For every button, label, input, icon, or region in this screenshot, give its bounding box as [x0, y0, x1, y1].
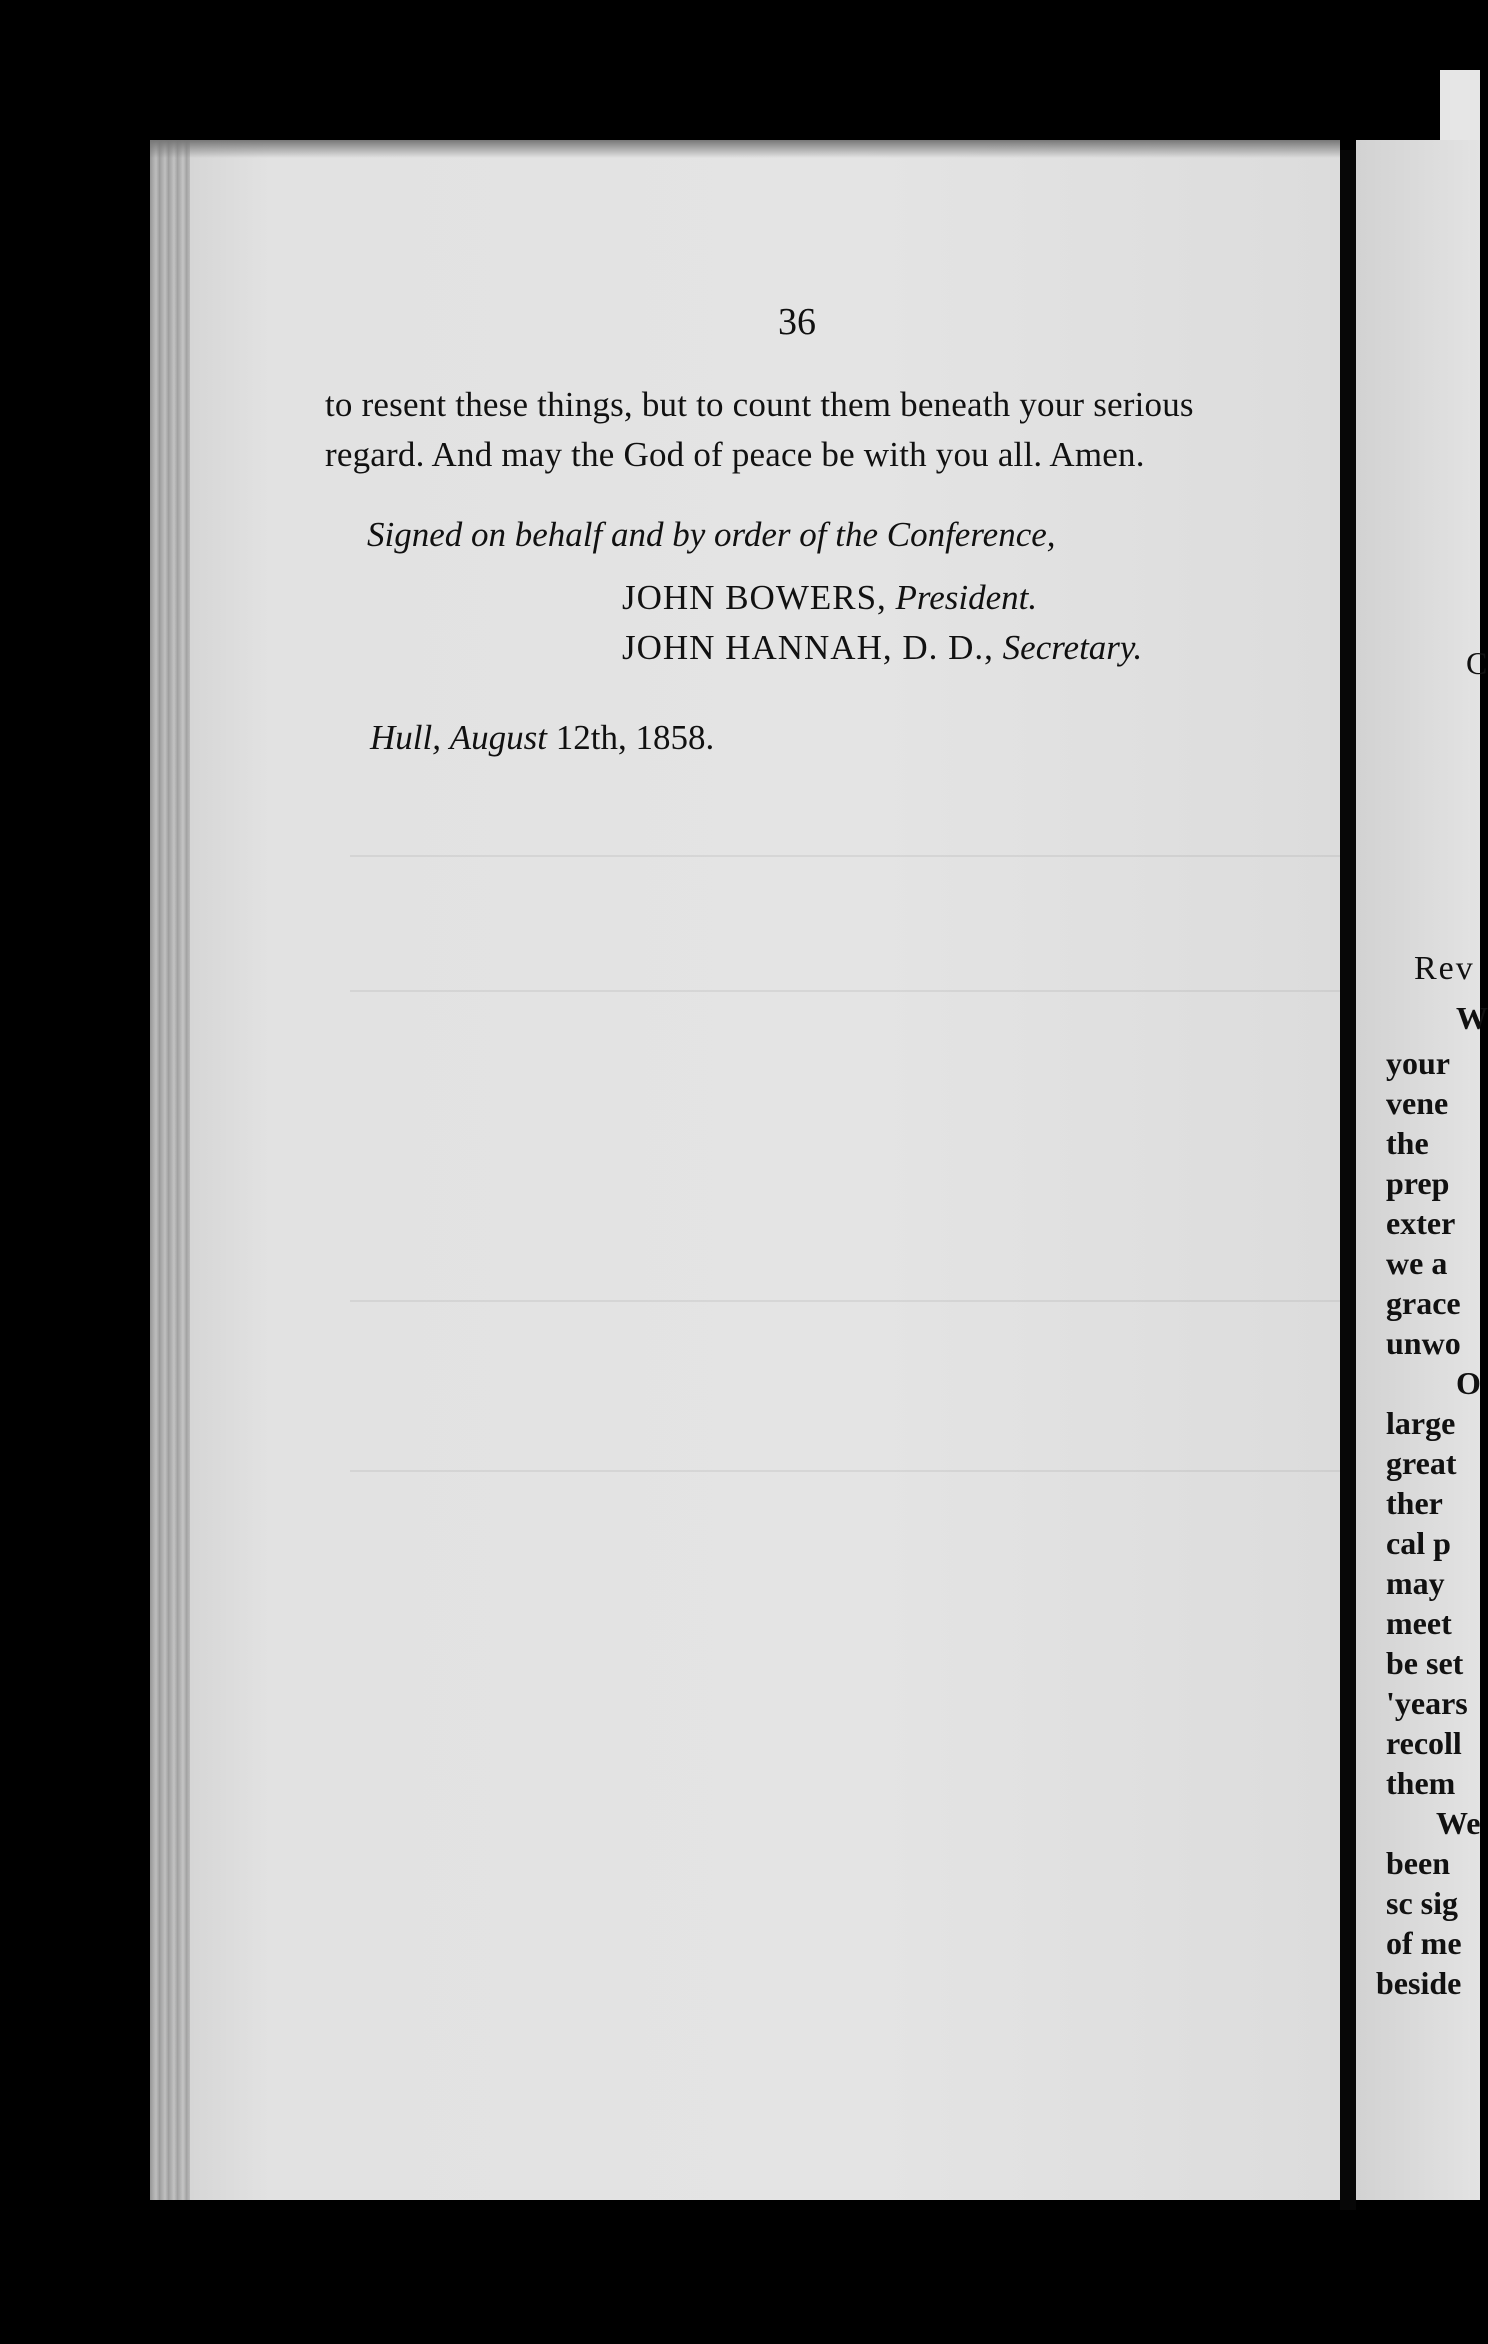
- right-line-fragment: grace: [1386, 1285, 1461, 1321]
- right-line-fragment: the: [1386, 1125, 1429, 1161]
- page-edge: [150, 140, 190, 2200]
- right-line-fragment: your: [1386, 1045, 1450, 1081]
- signed-on-behalf-text: Signed on behalf and by order of the Conference,: [367, 515, 1056, 554]
- signatory-name: JOHN HANNAH, D. D.,: [622, 628, 994, 667]
- right-line-fragment: O: [1456, 1365, 1481, 1401]
- right-line-fragment: may: [1386, 1565, 1445, 1601]
- right-line-fragment: We: [1436, 1805, 1481, 1841]
- page-top-shadow: [150, 140, 1340, 158]
- right-line-fragment: great: [1386, 1445, 1457, 1481]
- signatory-name: JOHN BOWERS,: [622, 578, 887, 617]
- right-line-fragment: recoll: [1386, 1725, 1462, 1761]
- right-line-fragment: sc sig: [1386, 1885, 1458, 1921]
- right-line-fragment: cal p: [1386, 1525, 1451, 1561]
- right-line-fragment: been: [1386, 1845, 1450, 1881]
- right-line-fragment: W: [1456, 1000, 1488, 1036]
- place-and-date: [370, 718, 714, 758]
- bleed-through-line: [350, 855, 1350, 857]
- body-text-line-2: regard. And may the God of peace be with you all. Amen.: [325, 435, 1145, 474]
- right-page-top-corner: [1440, 70, 1480, 140]
- right-line-fragment: 'years: [1386, 1685, 1468, 1721]
- signed-on-behalf-line: [367, 515, 1056, 555]
- bleed-through-line: [350, 990, 1350, 992]
- right-line-fragment: large: [1386, 1405, 1456, 1441]
- right-line-fragment: exter: [1386, 1205, 1456, 1241]
- signatory-title: President.: [895, 578, 1038, 617]
- right-line-fragment: ther: [1386, 1485, 1443, 1521]
- right-line-fragment: prep: [1386, 1165, 1450, 1201]
- right-page-heading-fragment: Rev: [1414, 950, 1475, 987]
- date-month: August: [449, 718, 547, 757]
- date-day-text: 12th,: [555, 718, 627, 757]
- date-day: [556, 718, 627, 757]
- signatory-secretary: [622, 628, 1142, 668]
- right-page-cropped: [1356, 140, 1488, 2200]
- bleed-through-line: [350, 1300, 1350, 1302]
- right-line-fragment: of me: [1386, 1925, 1462, 1961]
- right-line-fragment: be set: [1386, 1645, 1464, 1681]
- signatory-title: Secretary.: [1002, 628, 1143, 667]
- bleed-through-line: [350, 1470, 1350, 1472]
- right-line-fragment: meet: [1386, 1605, 1452, 1641]
- signatory-president: [622, 578, 1037, 618]
- right-line-fragment: beside: [1376, 1965, 1462, 2001]
- date-year: 1858.: [635, 718, 715, 757]
- page-number: 36: [778, 301, 816, 343]
- place: Hull,: [370, 718, 441, 757]
- body-text-line-1: to resent these things, but to count them beneath your serious: [325, 385, 1194, 424]
- book-gutter: [1340, 150, 1356, 2210]
- right-line-fragment: them: [1386, 1765, 1456, 1801]
- right-line-fragment: vene: [1386, 1085, 1449, 1121]
- right-line-fragment: unwo: [1386, 1325, 1461, 1361]
- right-line-fragment: we a: [1386, 1245, 1448, 1281]
- right-page-cap-letter: C: [1466, 645, 1488, 681]
